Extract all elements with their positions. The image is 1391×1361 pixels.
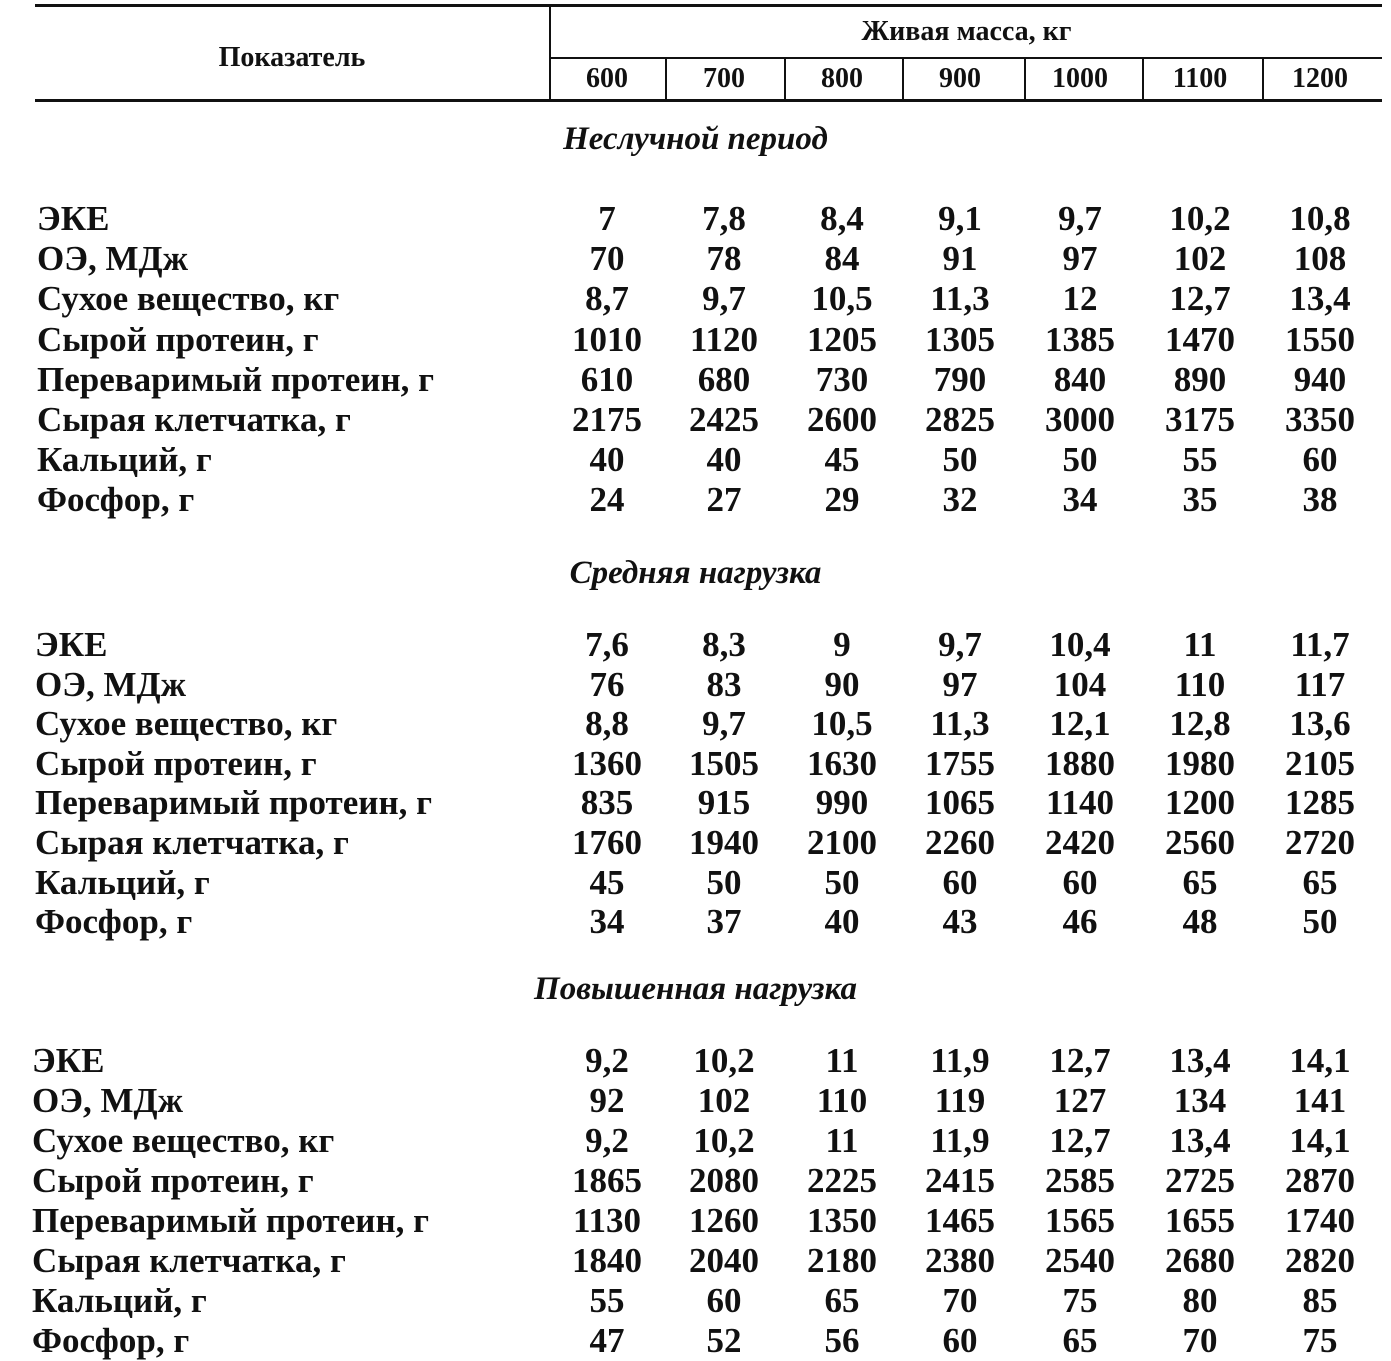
table-cell: 2680 [1165,1241,1235,1280]
table-cell: 1130 [572,1201,642,1240]
table-cell: 43 [942,902,978,941]
row-label: ЭКЕ [35,625,108,664]
table-cell: 60 [942,863,978,902]
row-label: Кальций, г [35,863,210,902]
table-cell: 108 [1293,239,1347,278]
table-cell: 102 [697,1081,751,1120]
table-cell: 1260 [689,1201,759,1240]
table-cell: 34 [589,902,625,941]
table-cell: 2180 [807,1241,877,1280]
table-cell: 56 [824,1321,860,1360]
row-label: Кальций, г [37,440,212,479]
table-cell: 32 [942,480,978,519]
table-cell: 1550 [1285,320,1355,359]
table-cell: 76 [589,665,625,704]
table-cell: 2425 [689,400,759,439]
row-label: Сырой протеин, г [35,744,317,783]
table-cell: 47 [589,1321,625,1360]
weight-column-header: 1200 [1292,63,1348,94]
table-cell: 92 [589,1081,625,1120]
table-cell: 10,8 [1289,199,1351,238]
table-cell: 84 [824,239,860,278]
table-cell: 40 [824,902,860,941]
table-row [0,863,1391,903]
table-cell: 2720 [1285,823,1355,862]
table-row [0,823,1391,863]
row-label: Кальций, г [32,1281,207,1320]
table-cell: 2040 [689,1241,759,1280]
table-cell: 1505 [689,744,759,783]
table-cell: 11,7 [1290,625,1350,664]
table-cell: 11 [825,1121,859,1160]
table-cell: 11 [1183,625,1217,664]
table-cell: 127 [1053,1081,1107,1120]
table-cell: 680 [697,360,751,399]
table-cell: 10,2 [693,1121,755,1160]
table-cell: 11 [825,1041,859,1080]
table-cell: 12,7 [1169,279,1231,318]
table-cell: 9,2 [585,1041,629,1080]
table-cell: 3000 [1045,400,1115,439]
table-cell: 9,7 [702,279,746,318]
table-cell: 46 [1062,902,1098,941]
table-cell: 90 [824,665,860,704]
table-cell: 75 [1062,1281,1098,1320]
table-cell: 117 [1294,665,1346,704]
table-cell: 1630 [807,744,877,783]
row-label: ОЭ, МДж [37,239,188,278]
table-row [0,239,1391,279]
table-cell: 10,5 [811,279,873,318]
table-cell: 2175 [572,400,642,439]
group-underline-rule [549,57,1382,59]
table-cell: 2100 [807,823,877,862]
table-cell: 1470 [1165,320,1235,359]
table-cell: 1465 [925,1201,995,1240]
table-cell: 1200 [1165,783,1235,822]
table-cell: 12 [1062,279,1098,318]
table-cell: 1010 [572,320,642,359]
table-cell: 840 [1053,360,1107,399]
table-cell: 8,4 [820,199,864,238]
table-cell: 2825 [925,400,995,439]
table-row [0,902,1391,942]
table-cell: 65 [824,1281,860,1320]
table-cell: 2600 [807,400,877,439]
table-cell: 9,7 [1058,199,1102,238]
weight-column-header: 900 [939,63,981,94]
table-cell: 40 [706,440,742,479]
weight-column-header: 800 [821,63,863,94]
table-cell: 1205 [807,320,877,359]
table-cell: 8,3 [702,625,746,664]
table-row [0,480,1391,520]
table-cell: 60 [1062,863,1098,902]
table-row [0,1241,1391,1281]
table-cell: 2725 [1165,1161,1235,1200]
table-cell: 8,7 [585,279,629,318]
table-row [0,1081,1391,1121]
table-row [0,783,1391,823]
table-cell: 1940 [689,823,759,862]
table-cell: 1385 [1045,320,1115,359]
table-cell: 37 [706,902,742,941]
table-cell: 55 [1182,440,1218,479]
table-cell: 2420 [1045,823,1115,862]
table-cell: 70 [1182,1321,1218,1360]
table-cell: 1840 [572,1241,642,1280]
table-cell: 10,2 [1169,199,1231,238]
table-cell: 40 [589,440,625,479]
table-cell: 9,7 [938,625,982,664]
table-cell: 10,4 [1049,625,1111,664]
table-cell: 2380 [925,1241,995,1280]
table-cell: 14,1 [1289,1041,1351,1080]
table-cell: 990 [815,783,869,822]
table-cell: 12,8 [1169,704,1231,743]
table-row [0,1321,1391,1361]
table-cell: 12,7 [1049,1041,1111,1080]
table-cell: 80 [1182,1281,1218,1320]
table-row [0,744,1391,784]
table-row [0,279,1391,319]
table-cell: 60 [942,1321,978,1360]
section-title: Неслучной период [563,121,828,157]
table-row [0,1281,1391,1321]
table-cell: 24 [589,480,625,519]
table-cell: 38 [1302,480,1338,519]
table-cell: 835 [580,783,634,822]
row-label: Сухое вещество, кг [32,1121,335,1160]
table-cell: 9,1 [938,199,982,238]
table-cell: 50 [1062,440,1098,479]
table-cell: 50 [1302,902,1338,941]
table-cell: 7 [598,199,616,238]
table-cell: 1350 [807,1201,877,1240]
table-row [0,704,1391,744]
table-cell: 2225 [807,1161,877,1200]
table-cell: 102 [1173,239,1227,278]
table-cell: 11,3 [930,704,990,743]
row-label: Сырая клетчатка, г [32,1241,346,1280]
table-cell: 1760 [572,823,642,862]
table-cell: 9 [833,625,851,664]
table-cell: 790 [933,360,987,399]
table-cell: 75 [1302,1321,1338,1360]
table-cell: 70 [942,1281,978,1320]
top-rule [35,4,1382,7]
weight-column-header: 600 [586,63,628,94]
table-cell: 29 [824,480,860,519]
table-cell: 27 [706,480,742,519]
table-cell: 2820 [1285,1241,1355,1280]
table-cell: 110 [1174,665,1226,704]
table-row [0,1201,1391,1241]
table-row [0,1121,1391,1161]
table-cell: 915 [697,783,751,822]
table-cell: 134 [1173,1081,1227,1120]
table-cell: 7,8 [702,199,746,238]
table-cell: 50 [942,440,978,479]
table-cell: 45 [824,440,860,479]
table-cell: 2585 [1045,1161,1115,1200]
table-cell: 2080 [689,1161,759,1200]
section-title: Средняя нагрузка [569,555,822,591]
table-cell: 13,6 [1289,704,1351,743]
row-label: Сухое вещество, кг [35,704,338,743]
table-cell: 2540 [1045,1241,1115,1280]
table-cell: 50 [824,863,860,902]
indicator-column-header: Показатель [218,42,366,73]
table-cell: 10,2 [693,1041,755,1080]
table-cell: 3350 [1285,400,1355,439]
table-cell: 55 [589,1281,625,1320]
row-label: Сырая клетчатка, г [35,823,349,862]
table-cell: 45 [589,863,625,902]
table-cell: 85 [1302,1281,1338,1320]
live-weight-group-header: Живая масса, кг [861,16,1072,47]
table-cell: 2415 [925,1161,995,1200]
table-cell: 14,1 [1289,1121,1351,1160]
weight-column-header: 1100 [1172,63,1228,94]
table-cell: 11,3 [930,279,990,318]
table-row [0,199,1391,239]
table-cell: 1360 [572,744,642,783]
table-cell: 104 [1053,665,1107,704]
table-cell: 60 [1302,440,1338,479]
table-cell: 13,4 [1169,1041,1231,1080]
table-cell: 1880 [1045,744,1115,783]
table-row [0,1041,1391,1081]
table-cell: 65 [1062,1321,1098,1360]
table-cell: 12,7 [1049,1121,1111,1160]
table-cell: 730 [815,360,869,399]
table-cell: 70 [589,239,625,278]
table-cell: 1140 [1045,783,1115,822]
row-label: Фосфор, г [32,1321,190,1360]
table-cell: 13,4 [1289,279,1351,318]
row-label: Сырой протеин, г [32,1161,314,1200]
table-cell: 10,5 [811,704,873,743]
table-cell: 2870 [1285,1161,1355,1200]
table-cell: 83 [706,665,742,704]
table-cell: 60 [706,1281,742,1320]
table-cell: 48 [1182,902,1218,941]
table-cell: 13,4 [1169,1121,1231,1160]
table-cell: 9,2 [585,1121,629,1160]
table-row [0,400,1391,440]
table-cell: 11,9 [930,1041,990,1080]
table-row [0,320,1391,360]
table-row [0,1161,1391,1201]
table-row [0,665,1391,705]
table-cell: 97 [942,665,978,704]
table-cell: 52 [706,1321,742,1360]
table-cell: 9,7 [702,704,746,743]
table-row [0,440,1391,480]
table-cell: 1120 [689,320,759,359]
table-cell: 1655 [1165,1201,1235,1240]
table-cell: 1755 [925,744,995,783]
table-cell: 610 [580,360,634,399]
row-label: Переваримый протеин, г [35,783,432,822]
table-cell: 78 [706,239,742,278]
table-cell: 3175 [1165,400,1235,439]
table-cell: 890 [1173,360,1227,399]
table-cell: 97 [1062,239,1098,278]
table-cell: 34 [1062,480,1098,519]
table-row [0,360,1391,400]
table-cell: 1740 [1285,1201,1355,1240]
header-bottom-rule [35,99,1382,102]
row-label: Фосфор, г [37,480,195,519]
table-cell: 7,6 [585,625,629,664]
table-cell: 2560 [1165,823,1235,862]
row-label: Фосфор, г [35,902,193,941]
section-title: Повышенная нагрузка [534,971,857,1007]
table-cell: 1065 [925,783,995,822]
row-label: Переваримый протеин, г [32,1201,429,1240]
table-cell: 65 [1302,863,1338,902]
row-label: Переваримый протеин, г [37,360,434,399]
table-cell: 1980 [1165,744,1235,783]
row-label: Сухое вещество, кг [37,279,340,318]
table-cell: 65 [1182,863,1218,902]
table-cell: 940 [1293,360,1347,399]
table-cell: 141 [1293,1081,1347,1120]
table-cell: 12,1 [1049,704,1111,743]
table-cell: 2260 [925,823,995,862]
row-label: ОЭ, МДж [32,1081,183,1120]
table-row [0,625,1391,665]
table-cell: 91 [942,239,978,278]
table-cell: 50 [706,863,742,902]
row-label: Сырая клетчатка, г [37,400,351,439]
row-label: ЭКЕ [37,199,110,238]
table-cell: 8,8 [585,704,629,743]
table-cell: 1285 [1285,783,1355,822]
weight-column-header: 1000 [1052,63,1108,94]
table-cell: 1305 [925,320,995,359]
row-label: ЭКЕ [32,1041,105,1080]
table-cell: 1565 [1045,1201,1115,1240]
table-cell: 35 [1182,480,1218,519]
table-cell: 119 [934,1081,986,1120]
table-cell: 2105 [1285,744,1355,783]
table-cell: 110 [816,1081,868,1120]
table-cell: 11,9 [930,1121,990,1160]
row-label: Сырой протеин, г [37,320,319,359]
weight-column-header: 700 [703,63,745,94]
table-cell: 1865 [572,1161,642,1200]
row-label: ОЭ, МДж [35,665,186,704]
